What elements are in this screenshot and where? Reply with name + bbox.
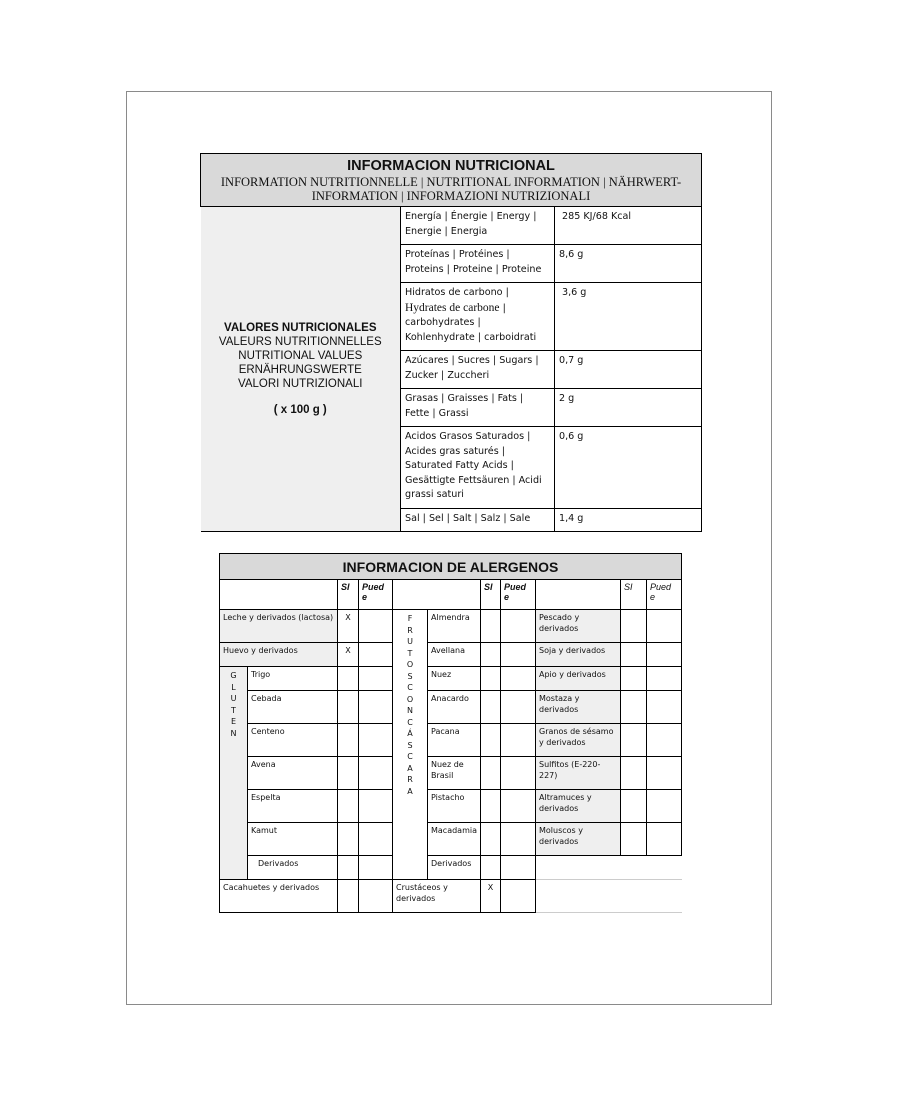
nutritional-values-label	[201, 207, 401, 532]
allergen-centeno: Centeno	[248, 724, 338, 757]
nutrition-title: INFORMACION NUTRICIONAL	[347, 158, 555, 174]
nutrient-label-saturated: Acidos Grasos Saturados | Acides gras saturés | Saturated Fatty Acids | Gesättigte Fettsäuren | Acidi grassi saturi	[401, 427, 555, 509]
nutrient-value-saturated: 0,6 g	[555, 427, 702, 509]
carbs-es: Hidratos de carbono |	[405, 287, 509, 298]
allergen-table	[219, 553, 682, 913]
nutrition-table	[200, 153, 702, 532]
allergen-title: INFORMACION DE ALERGENOS	[220, 554, 682, 580]
frutos-vertical-label: F R U T O S C O N C Á S C A R A	[393, 610, 428, 880]
col-si: SI	[621, 580, 647, 610]
nutrient-label-fats: Grasas | Graisses | Fats | Fette | Grassi	[401, 389, 555, 427]
allergen-almendra: Almendra	[428, 610, 481, 643]
nutrient-value-fats: 2 g	[555, 389, 702, 427]
nutrition-header	[201, 154, 702, 207]
allergen-anacardo: Anacardo	[428, 691, 481, 724]
allergen-sulfitos: Sulfitos (E-220-227)	[536, 757, 621, 790]
allergen-leche: Leche y derivados (lactosa)	[220, 610, 338, 643]
col-si: SI	[338, 580, 359, 610]
nutrient-label-sugars: Azúcares | Sucres | Sugars | Zucker | Zuccheri	[401, 351, 555, 389]
leche-si: X	[338, 610, 359, 643]
left-line: NUTRITIONAL VALUES	[238, 350, 363, 362]
col-si: SI	[481, 580, 501, 610]
header-blank	[393, 580, 481, 610]
left-title: VALORES NUTRICIONALES	[224, 322, 377, 334]
leche-puede	[359, 610, 393, 643]
per-100g: ( x 100 g )	[273, 404, 327, 416]
allergen-nuez-brasil: Nuez de Brasil	[428, 757, 481, 790]
allergen-crustaceos: Crustáceos y derivados	[393, 880, 481, 913]
allergen-moluscos: Moluscos y derivados	[536, 823, 621, 856]
allergen-apio: Apio y derivados	[536, 667, 621, 691]
allergen-soja: Soja y derivados	[536, 643, 621, 667]
nutrient-label-protein: Proteínas | Protéines | Proteins | Proteine | Proteine	[401, 245, 555, 283]
nutrient-value-salt: 1,4 g	[555, 509, 702, 532]
left-line: VALEURS NUTRITIONNELLES	[218, 336, 382, 348]
allergen-pescado: Pescado y derivados	[536, 610, 621, 643]
left-line: VALORI NUTRIZIONALI	[238, 378, 363, 390]
allergen-cacahuetes: Cacahuetes y derivados	[220, 880, 338, 913]
allergen-kamut: Kamut	[248, 823, 338, 856]
header-blank	[220, 580, 338, 610]
left-line: ERNÄHRUNGSWERTE	[238, 364, 362, 376]
nutrient-value-sugars: 0,7 g	[555, 351, 702, 389]
carbs-fr: Hydrates de carbone	[405, 301, 500, 314]
allergen-pistacho: Pistacho	[428, 790, 481, 823]
header-blank	[536, 580, 621, 610]
allergen-frutos-derivados: Derivados	[428, 856, 481, 880]
allergen-huevo: Huevo y derivados	[220, 643, 338, 667]
allergen-mostaza: Mostaza y derivados	[536, 691, 621, 724]
col-puede: Pued e	[359, 580, 393, 610]
allergen-macadamia: Macadamia	[428, 823, 481, 856]
allergen-gluten-derivados: Derivados	[248, 856, 338, 880]
gluten-vertical-label: G L U T E N	[220, 667, 248, 880]
nutrient-value-carbs: 3,6 g	[555, 283, 702, 351]
nutrient-value-protein: 8,6 g	[555, 245, 702, 283]
allergen-cebada: Cebada	[248, 691, 338, 724]
nutrient-value-energy: 285 KJ/68 Kcal	[555, 207, 702, 245]
allergen-altramuces: Altramuces y derivados	[536, 790, 621, 823]
huevo-si: X	[338, 643, 359, 667]
carbs-rest: | carbohydrates | Kohlenhydrate | carboidrati	[405, 302, 537, 343]
allergen-nuez: Nuez	[428, 667, 481, 691]
allergen-avena: Avena	[248, 757, 338, 790]
col-puede: Pued e	[501, 580, 536, 610]
nutrient-label-energy: Energía | Énergie | Energy | Energie | Energia	[401, 207, 555, 245]
col-puede: Pued e	[647, 580, 682, 610]
allergen-pacana: Pacana	[428, 724, 481, 757]
allergen-trigo: Trigo	[248, 667, 338, 691]
allergen-avellana: Avellana	[428, 643, 481, 667]
allergen-espelta: Espelta	[248, 790, 338, 823]
nutrient-label-salt: Sal | Sel | Salt | Salz | Sale	[401, 509, 555, 532]
nutrition-subtitle: INFORMATION NUTRITIONNELLE | NUTRITIONAL INFORMATION | NÄHRWERT-INFORMATION | INFORMAZIONI NUTRIZIONALI	[220, 175, 682, 203]
crustaceos-si: X	[481, 880, 501, 913]
nutrient-label-carbs	[401, 283, 555, 351]
allergen-sesamo: Granos de sésamo y derivados	[536, 724, 621, 757]
